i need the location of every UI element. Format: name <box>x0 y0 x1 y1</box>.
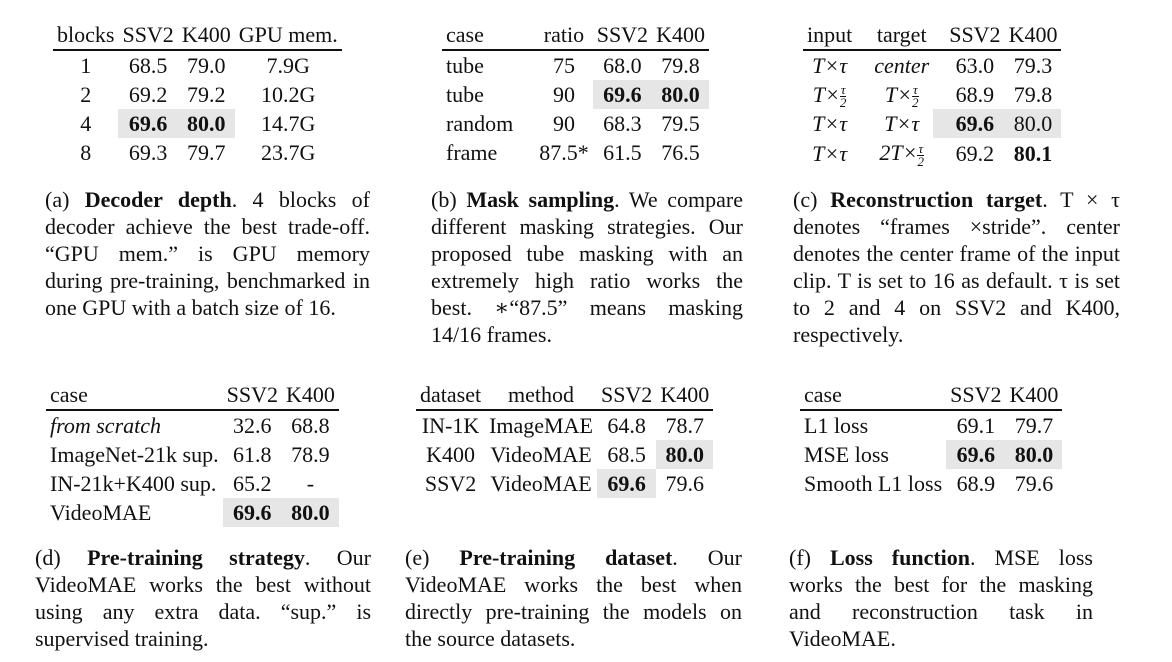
header-ssv2: SSV2 <box>122 22 174 47</box>
table-row-best: T×τ T×τ 69.6 80.0 <box>803 109 1061 138</box>
caption-b: (b) Mask sampling. We compare different masking strategies. Our proposed tube masking with an extremely high ratio works the best. ∗“87.5” means masking 14/16 frames. <box>431 187 744 347</box>
table-d-pretraining-strategy <box>46 380 339 527</box>
target-cell: T× $\frac{\tau}{2}$ <box>884 82 919 111</box>
input-cell: T×τ <box>812 53 848 78</box>
best-cell: 80.0 <box>178 109 235 138</box>
caption-title: Mask sampling <box>466 187 615 212</box>
best-cell: 69.6 <box>118 109 177 138</box>
table-row: IN-21k+K400 sup. 65.2 - <box>50 471 315 496</box>
table-a-decoder-depth <box>53 20 342 167</box>
table-row: 1 68.5 79.0 7.9G <box>80 53 310 78</box>
header-ssv2: SSV2 <box>226 382 278 407</box>
table-row: IN-1K ImageMAE 64.8 78.7 <box>421 413 704 438</box>
header-case: case <box>446 22 484 47</box>
caption-title: Pre-training strategy <box>87 545 305 570</box>
best-cell: 80.1 <box>1013 140 1053 166</box>
best-cell: 80.0 <box>652 80 709 109</box>
header-k400: K400 <box>1009 382 1059 407</box>
table-row: ImageNet-21k sup. 61.8 78.9 <box>50 442 330 467</box>
input-cell: T×τ <box>812 140 848 166</box>
table-row: 8 69.3 79.7 23.7G <box>80 140 316 165</box>
table-row: tube 75 68.0 79.8 <box>446 53 700 78</box>
table-c-reconstruction-target <box>803 20 1061 168</box>
header-ssv2: SSV2 <box>950 382 1002 407</box>
input-cell: T×τ <box>812 111 848 137</box>
table-row: T× $\frac{\tau}{2}$ T× $\frac{\tau}{2}$ 68.9 79.8 <box>803 80 1061 109</box>
header-case: case <box>804 382 842 407</box>
target-cell: T×τ <box>884 111 920 137</box>
table-row-best: MSE loss 69.6 80.0 <box>800 440 1062 469</box>
best-cell: 69.6 <box>593 80 652 109</box>
table-row-best: VideoMAE 69.6 80.0 <box>46 498 339 527</box>
header-k400: K400 <box>285 382 335 407</box>
caption-f: (f) Loss function. MSE loss works the best for the masking and reconstruction task in VideoMAE. <box>789 545 1093 651</box>
table-e-pretraining-dataset <box>416 380 713 498</box>
caption-title: Pre-training dataset <box>459 545 673 570</box>
header-k400: K400 <box>181 22 231 47</box>
header-ssv2: SSV2 <box>600 382 653 407</box>
best-cell: 69.6 <box>933 109 1004 138</box>
header-gpu-mem: GPU mem. <box>238 22 338 47</box>
table-f-loss-function <box>800 380 1062 498</box>
header-method: method <box>508 382 575 407</box>
caption-c: (c) Reconstruction target. T × τ denotes “frames ×stride”. center denotes the center frame of the input clip. T is set to 16 as default. τ is set to 2 and 4 on SSV2 and K400, respectively. <box>793 187 1120 347</box>
best-cell: 69.6 <box>946 440 1005 469</box>
caption-title: Decoder depth <box>84 187 232 212</box>
best-cell: 80.0 <box>1006 440 1063 469</box>
header-ratio: ratio <box>543 22 585 47</box>
best-cell: 80.0 <box>282 498 339 527</box>
header-k400: K400 <box>656 22 705 47</box>
header-blocks: blocks <box>57 22 115 47</box>
table-row-best: tube 90 69.6 80.0 <box>442 80 709 109</box>
table-row: L1 loss 69.1 79.7 <box>804 413 1054 438</box>
best-cell: 69.6 <box>223 498 282 527</box>
best-cell: 69.6 <box>597 469 656 498</box>
header-target: target <box>876 22 927 47</box>
caption-title: Loss function <box>829 545 971 570</box>
table-row: SSV2 VideoMAE 69.6 79.6 <box>424 471 704 496</box>
caption-d: (d) Pre-training strategy. Our VideoMAE works the best without using any extra data. “sup.” is supervised training. <box>35 545 372 651</box>
table-row: 2 69.2 79.2 10.2G <box>80 82 316 107</box>
caption-a: (a) Decoder depth. 4 blocks of decoder achieve the best trade-off. “GPU mem.” is GPU memory during pre-training, benchmarked in one GPU with a batch size of 16. <box>45 187 370 320</box>
table-row: T×τ 2T× $\frac{\tau}{2}$ 69.2 80.1 <box>803 138 1061 167</box>
header-k400: K400 <box>1008 22 1058 47</box>
header-case: case <box>50 382 88 407</box>
table-row: K400 VideoMAE 68.5 80.0 <box>416 440 713 469</box>
table-row: frame 87.5* 61.5 76.5 <box>446 140 700 165</box>
table-row-best: 4 69.6 80.0 14.7G <box>80 111 316 136</box>
table-b-mask-sampling <box>442 20 709 167</box>
table-row: Smooth L1 loss 68.9 79.6 <box>804 471 1054 496</box>
table-row: random 90 68.3 79.5 <box>446 111 700 136</box>
header-ssv2: SSV2 <box>596 22 649 47</box>
header-dataset: dataset <box>420 382 482 407</box>
header-k400: K400 <box>660 382 710 407</box>
best-cell: 80.0 <box>656 440 713 469</box>
table-row: from scratch 32.6 68.8 <box>50 413 330 438</box>
header-input: input <box>807 22 853 47</box>
target-cell: 2T× $\frac{\tau}{2}$ <box>879 140 925 169</box>
input-cell: T× $\frac{\tau}{2}$ <box>812 82 847 111</box>
table-row: T×τ center 63.0 79.3 <box>803 50 1061 80</box>
header-ssv2: SSV2 <box>949 22 1001 47</box>
caption-title: Reconstruction target <box>830 187 1043 212</box>
caption-e: (e) Pre-training dataset. Our VideoMAE works the best when directly pre-training the models on the source datasets. <box>405 545 742 651</box>
